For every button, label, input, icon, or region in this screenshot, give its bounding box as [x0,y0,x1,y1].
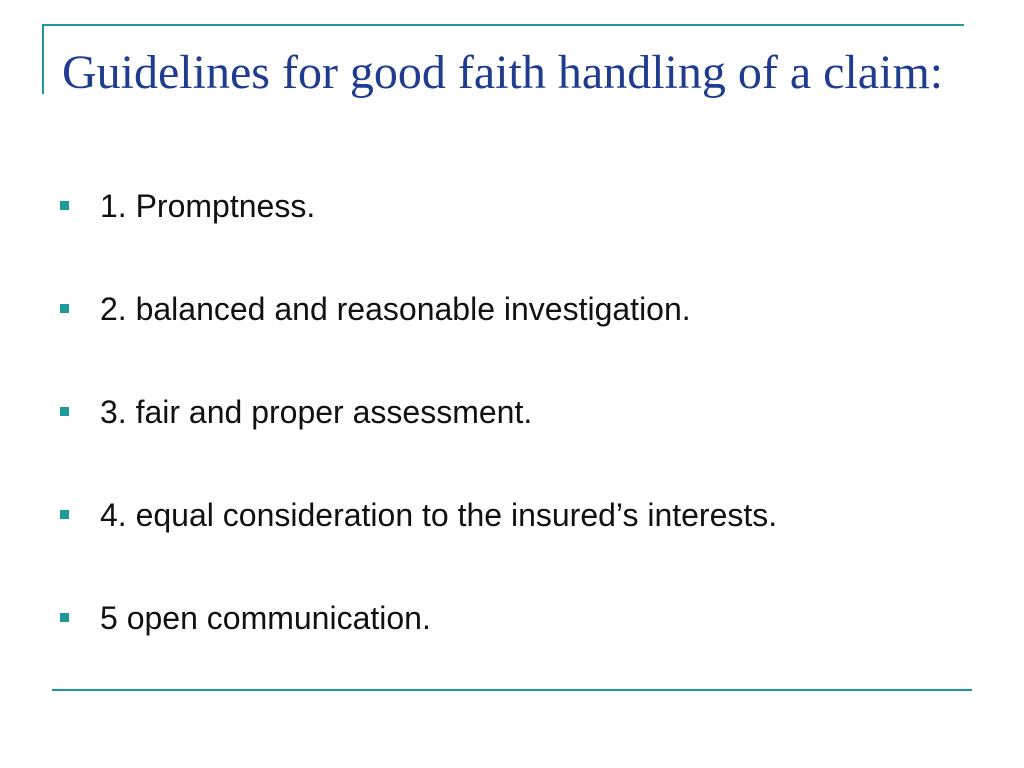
top-rule [44,24,964,26]
square-bullet-icon [60,304,69,313]
slide-title: Guidelines for good faith handling of a claim: [62,46,944,99]
bullet-item [60,186,980,289]
bullet-item [60,392,980,495]
bullet-text: 2. balanced and reasonable investigation. [100,291,691,327]
bullet-item [60,495,980,598]
bullet-list [60,186,980,701]
bullet-text: 5 open communication. [100,600,431,636]
bullet-text: 4. equal consideration to the insured’s interests. [100,497,778,533]
square-bullet-icon [60,407,69,416]
left-rule [42,24,44,94]
bullet-text: 1. Promptness. [100,188,316,224]
bullet-item [60,598,980,701]
bottom-rule [52,689,972,691]
square-bullet-icon [60,613,69,622]
bullet-text: 3. fair and proper assessment. [100,394,533,430]
bullet-item [60,289,980,392]
square-bullet-icon [60,510,69,519]
square-bullet-icon [60,201,69,210]
